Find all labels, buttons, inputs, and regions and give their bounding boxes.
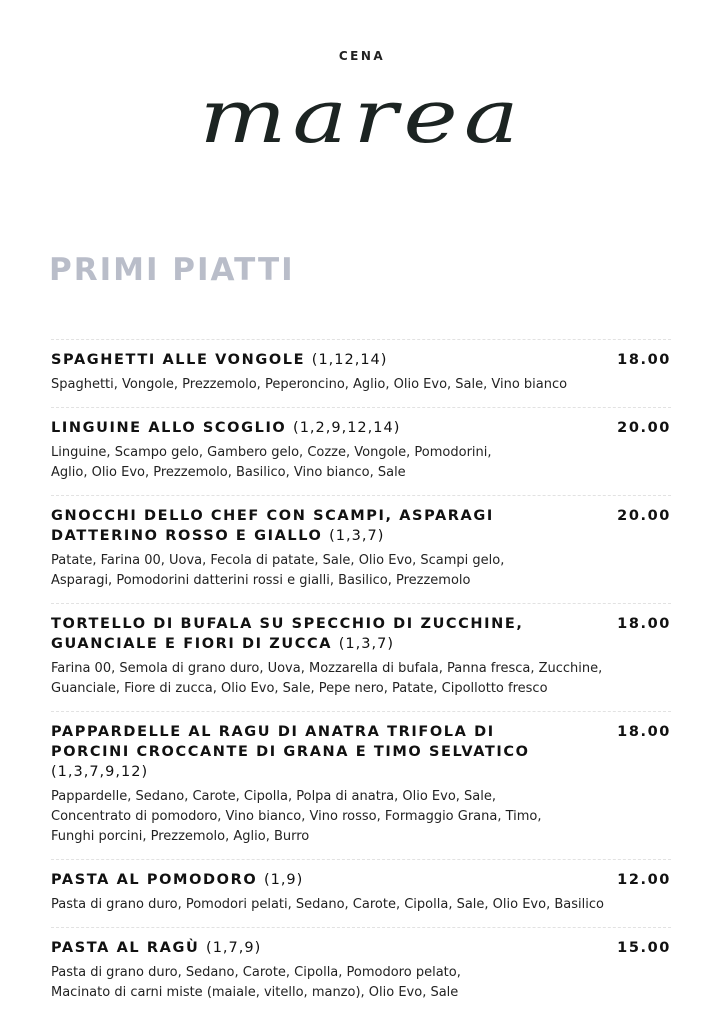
dish-name: PASTA AL POMODORO	[51, 872, 258, 888]
dish-ingredients: Pappardelle, Sedano, Carote, Cipolla, Polpa di anatra, Olio Evo, Sale, Concentrato di pomodoro, Vino bianco, Vino rosso, Formaggio Grana, Timo, Funghi porcini, Prezzemolo, Aglio, Burro	[51, 789, 542, 844]
dish-name: GNOCCHI DELLO CHEF CON SCAMPI, ASPARAGI DATTERINO ROSSO E GIALLO	[51, 508, 494, 544]
menu-item	[51, 339, 671, 407]
menu-item	[51, 927, 671, 1015]
menu-list	[51, 339, 671, 1015]
dish-title	[51, 938, 581, 958]
dish-ingredients: Pasta di grano duro, Pomodori pelati, Sedano, Carote, Cipolla, Sale, Olio Evo, Basilico	[51, 897, 604, 912]
dish-title	[51, 614, 531, 654]
dish-name: PAPPARDELLE AL RAGU DI ANATRA TRIFOLA DI PORCINI CROCCANTE DI GRANA E TIMO SELVATICO	[51, 724, 530, 760]
dish-name: SPAGHETTI ALLE VONGOLE	[51, 352, 306, 368]
dish-price: 18.00	[617, 724, 671, 740]
menu-item	[51, 859, 671, 927]
dish-allergens: (1,3,7)	[329, 528, 385, 544]
menu-item	[51, 603, 671, 711]
menu-subtitle: CENA	[338, 49, 386, 63]
menu-item	[51, 407, 671, 495]
restaurant-logo: marea	[199, 73, 525, 160]
dish-name: LINGUINE ALLO SCOGLIO	[51, 420, 287, 436]
dish-title	[51, 418, 581, 438]
dish-title	[51, 506, 521, 546]
dish-allergens: (1,7,9)	[206, 940, 262, 956]
dish-price: 20.00	[617, 508, 671, 524]
dish-allergens: (1,3,7,9,12)	[51, 764, 149, 780]
dish-ingredients: Patate, Farina 00, Uova, Fecola di patate, Sale, Olio Evo, Scampi gelo, Asparagi, Pomodorini datterini rossi e gialli, Basilico, Prezzemolo	[51, 553, 505, 588]
dish-title	[51, 350, 581, 370]
dish-allergens: (1,12,14)	[311, 352, 388, 368]
section-title: PRIMI PIATTI	[49, 252, 295, 288]
dish-ingredients: Spaghetti, Vongole, Prezzemolo, Peperoncino, Aglio, Olio Evo, Sale, Vino bianco	[51, 377, 568, 392]
dish-ingredients: Farina 00, Semola di grano duro, Uova, Mozzarella di bufala, Panna fresca, Zucchine, Guanciale, Fiore di zucca, Olio Evo, Sale, Pepe nero, Patate, Cipollotto fresco	[51, 661, 603, 696]
dish-allergens: (1,9)	[263, 872, 304, 888]
dish-ingredients: Linguine, Scampo gelo, Gambero gelo, Cozze, Vongole, Pomodorini, Aglio, Olio Evo, Prezzemolo, Basilico, Vino bianco, Sale	[51, 445, 492, 480]
dish-price: 20.00	[617, 420, 671, 436]
dish-name: TORTELLO DI BUFALA SU SPECCHIO DI ZUCCHINE, GUANCIALE E FIORI DI ZUCCA	[51, 616, 524, 652]
dish-allergens: (1,3,7)	[338, 636, 394, 652]
dish-price: 18.00	[617, 352, 671, 368]
dish-title	[51, 870, 581, 890]
dish-allergens: (1,2,9,12,14)	[293, 420, 401, 436]
dish-price: 18.00	[617, 616, 671, 632]
dish-name: PASTA AL RAGÙ	[51, 940, 200, 956]
dish-price: 15.00	[617, 940, 671, 956]
dish-title	[51, 722, 571, 782]
dish-price: 12.00	[617, 872, 671, 888]
dish-ingredients: Pasta di grano duro, Sedano, Carote, Cipolla, Pomodoro pelato, Macinato di carni miste (maiale, vitello, manzo), Olio Evo, Sale	[51, 965, 461, 1000]
menu-item	[51, 495, 671, 603]
menu-item	[51, 711, 671, 859]
